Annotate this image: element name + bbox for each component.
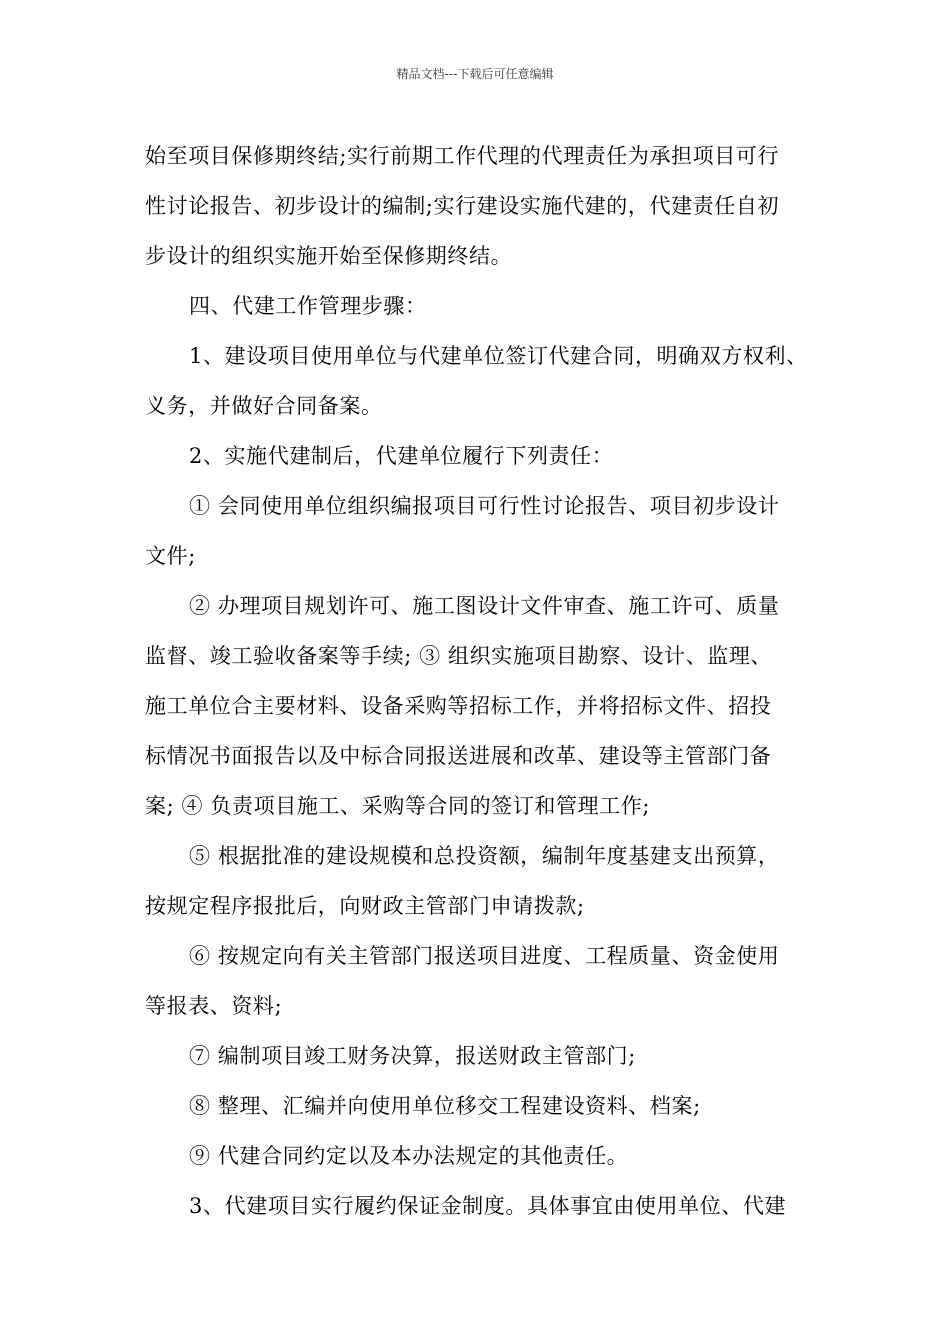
body-text [145, 131, 815, 1231]
list-item: ① 会同使用单位组织编报项目可行性讨论报告、项目初步设计 [189, 494, 780, 518]
text-line: 始至项目保修期终结;实行前期工作代理的代理责任为承担项目可行 [145, 144, 780, 168]
list-item: ⑤ 根据批准的建设规模和总投资额，编制年度基建支出预算， [189, 844, 780, 868]
text-line: 2、实施代建制后，代建单位履行下列责任： [189, 444, 614, 468]
list-item: ⑧ 整理、汇编并向使用单位移交工程建设资料、档案; [189, 1094, 701, 1118]
list-item: ⑥ 按规定向有关主管部门报送项目进度、工程质量、资金使用 [189, 944, 780, 968]
text-line: 步设计的组织实施开始至保修期终结。 [145, 244, 513, 268]
page-header: 精品文档---下载后可任意编辑 [396, 67, 554, 81]
list-item: ② 办理项目规划许可、施工图设计文件审查、施工许可、质量 [189, 594, 780, 618]
text-line: 施工单位合主要材料、设备采购等招标工作，并将招标文件、招投 [145, 694, 772, 718]
list-item: ⑦ 编制项目竣工财务决算，报送财政主管部门; [189, 1044, 636, 1068]
text-line: 3、代建项目实行履约保证金制度。具体事宜由使用单位、代建 [189, 1194, 787, 1218]
text-line: 标情况书面报告以及中标合同报送进展和改革、建设等主管部门备 [145, 744, 772, 768]
text-line: 按规定程序报批后，向财政主管部门申请拨款; [145, 894, 585, 918]
text-line: 义务，并做好合同备案。 [145, 394, 383, 418]
text-line: 监督、竣工验收备案等手续; ③ 组织实施项目勘察、设计、监理、 [145, 644, 773, 668]
text-line: 等报表、资料; [145, 994, 283, 1018]
text-line: 文件; [145, 544, 196, 568]
text-line: 1、建设项目使用单位与代建单位签订代建合同，明确双方权利、 [189, 344, 808, 368]
section-heading: 四、代建工作管理步骤： [189, 294, 427, 318]
text-line: 案; ④ 负责项目施工、采购等合同的签订和管理工作; [145, 794, 651, 818]
list-item: ⑨ 代建合同约定以及本办法规定的其他责任。 [189, 1144, 629, 1168]
text-line: 性讨论报告、初步设计的编制;实行建设实施代建的，代建责任自初 [145, 194, 780, 218]
